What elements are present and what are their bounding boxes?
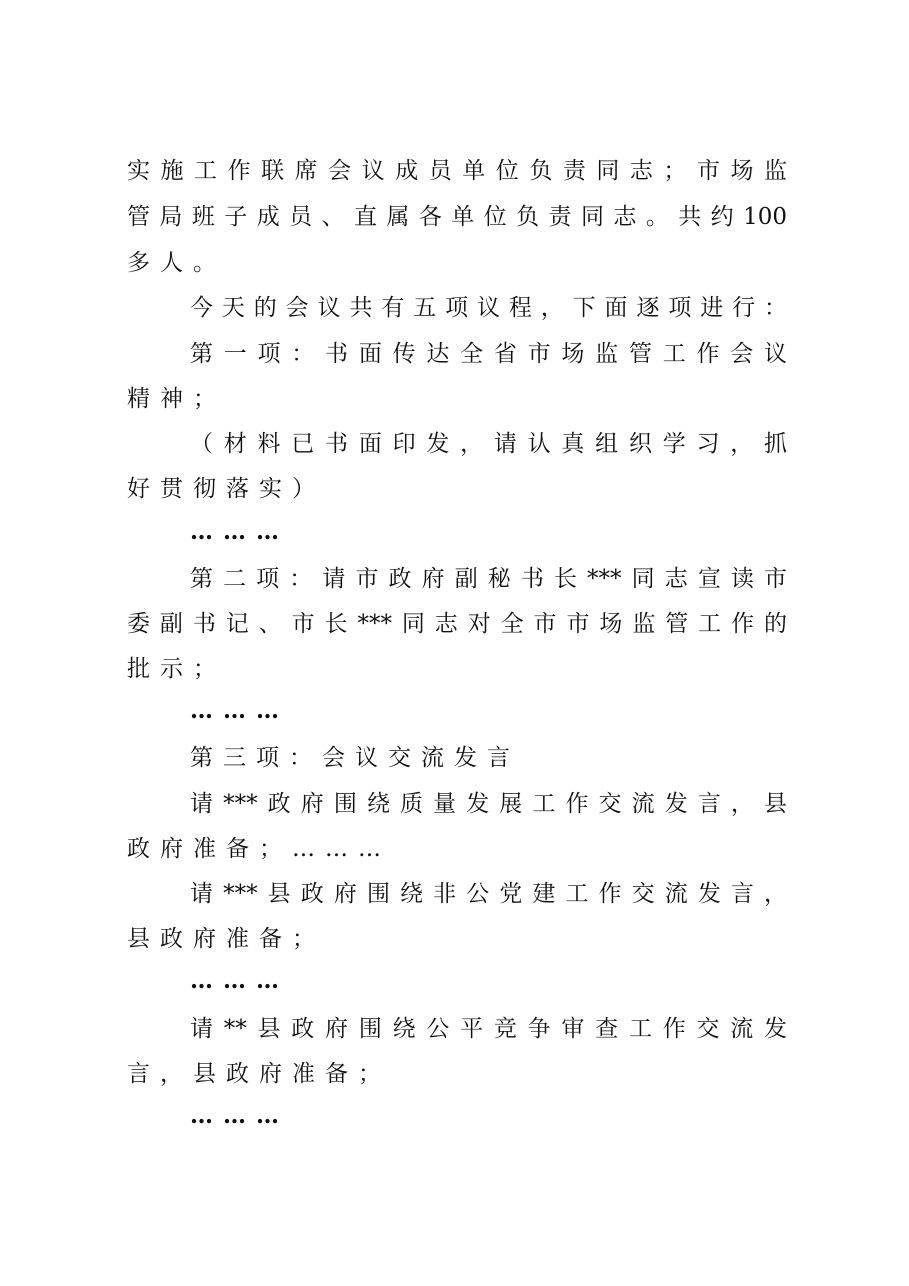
- agenda-item-2-line-3: 批示；: [127, 656, 226, 682]
- note-line-2: 好贯彻落实）: [127, 476, 325, 502]
- note-line-1: （材料已书面印发，请认真组织学习，抓: [190, 431, 787, 457]
- ellipsis-line-1: ………: [190, 518, 289, 545]
- ellipsis-line-2: ………: [190, 697, 289, 724]
- text-line-2: 管局班子成员、直属各单位负责同志。共约100: [127, 204, 787, 230]
- agenda-item-3-heading: 第三项：会议交流发言: [190, 745, 520, 771]
- speech-3-line-2: 言，县政府准备；: [127, 1061, 391, 1087]
- speech-2-line-2: 县政府准备；: [127, 926, 325, 952]
- text-line-1: 实施工作联席会议成员单位负责同志；市场监: [127, 158, 787, 184]
- ellipsis-line-4: ………: [190, 1102, 289, 1129]
- ellipsis-line-3: ………: [190, 967, 289, 994]
- text-line-3: 多人。: [127, 250, 226, 276]
- speech-2-line-1: 请***县政府围绕非公党建工作交流发言，: [190, 881, 787, 907]
- speech-1-line-2: 政府准备；………: [127, 836, 391, 862]
- speech-1-line-1: 请***政府围绕质量发展工作交流发言，县: [190, 791, 787, 817]
- agenda-item-1-line-2: 精神；: [127, 386, 226, 412]
- agenda-item-2-line-1: 第二项：请市政府副秘书长***同志宣读市: [190, 566, 787, 592]
- agenda-item-2-line-2: 委副书记、市长***同志对全市市场监管工作的: [127, 611, 787, 637]
- agenda-item-1-line-1: 第一项：书面传达全省市场监管工作会议: [190, 341, 787, 367]
- text-line-4: 今天的会议共有五项议程，下面逐项进行：: [190, 295, 787, 321]
- speech-3-line-1: 请**县政府围绕公平竞争审查工作交流发: [190, 1016, 787, 1042]
